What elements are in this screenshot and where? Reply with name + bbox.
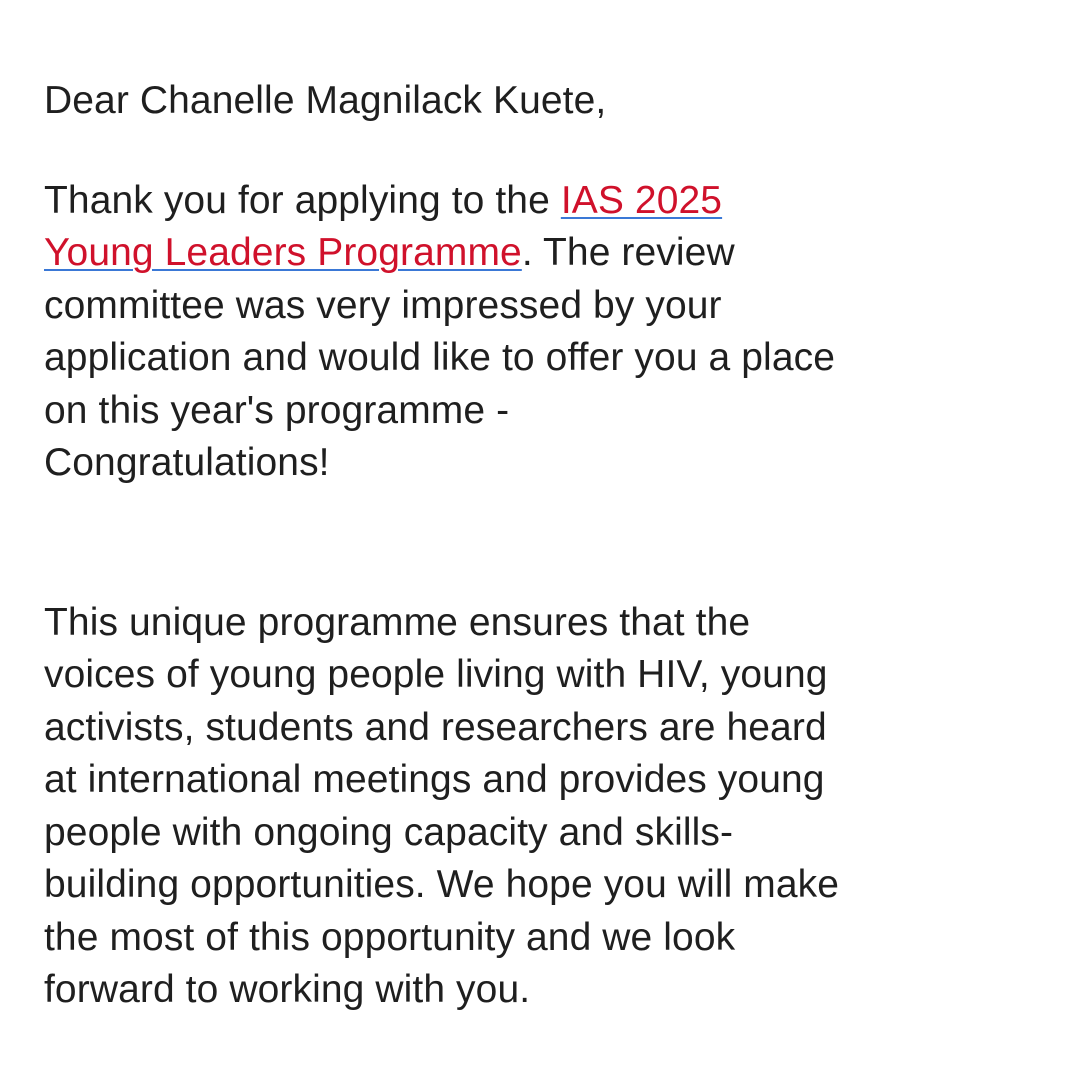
paragraph-spacer bbox=[44, 490, 1034, 597]
email-body bbox=[44, 75, 1034, 1017]
programme-link-line2[interactable]: Young Leaders Programme bbox=[44, 231, 522, 274]
paragraph-acceptance-intro: Thank you for applying to the bbox=[44, 178, 561, 222]
programme-link-line1[interactable]: IAS 2025 bbox=[560, 178, 723, 222]
greeting: Dear Chanelle Magnilack Kuete, bbox=[44, 79, 607, 122]
paragraph-programme-description: This unique programme ensures that the voices of young people living with HIV, young activists, students and researchers are heard at international meetings and provides young people with ongoing capacity and skills- building opportunities. We hope you will make the most of this opportunity and we look forward to working with you. bbox=[44, 600, 840, 1011]
paragraph-acceptance-rest: . The review committee was very impressed by your application and would like to offer you a place on this year's programme - Congratulations! bbox=[44, 231, 836, 484]
paragraph-acceptance bbox=[44, 175, 1034, 490]
